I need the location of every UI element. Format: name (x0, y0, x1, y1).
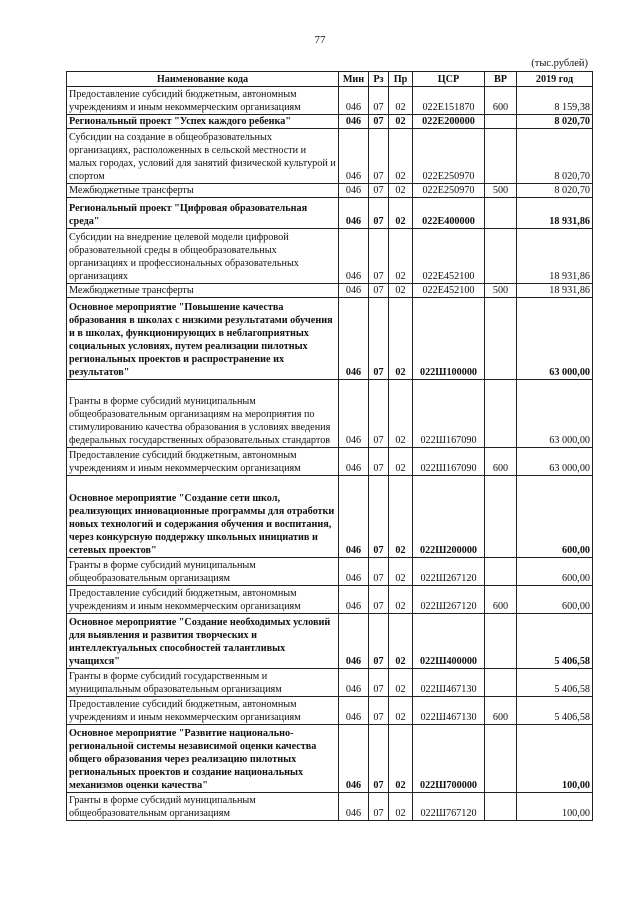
cell-sum: 600,00 (517, 586, 593, 614)
cell-rz: 07 (369, 380, 389, 448)
cell-pr: 02 (389, 198, 413, 229)
cell-sum: 100,00 (517, 793, 593, 821)
cell-min: 046 (339, 115, 369, 129)
cell-pr: 02 (389, 669, 413, 697)
cell-csr: 022Ш100000 (413, 298, 485, 380)
table-row (67, 476, 593, 558)
cell-min: 046 (339, 558, 369, 586)
cell-min: 046 (339, 198, 369, 229)
cell-name: Гранты в форме субсидий государственным и муниципальным образовательным организациям (67, 669, 339, 697)
cell-name: Региональный проект "Цифровая образовательная среда" (67, 198, 339, 229)
cell-rz: 07 (369, 793, 389, 821)
cell-sum: 63 000,00 (517, 448, 593, 476)
cell-min: 046 (339, 87, 369, 115)
cell-pr: 02 (389, 558, 413, 586)
cell-min: 046 (339, 284, 369, 298)
cell-rz: 07 (369, 697, 389, 725)
page-number: 77 (314, 34, 326, 46)
cell-sum: 18 931,86 (517, 198, 593, 229)
table-row (67, 793, 593, 821)
cell-vr: 500 (485, 284, 517, 298)
table-row (67, 198, 593, 229)
cell-pr: 02 (389, 725, 413, 793)
cell-csr: 022Ш167090 (413, 448, 485, 476)
cell-csr: 022Ш200000 (413, 476, 485, 558)
table-row (67, 229, 593, 284)
cell-pr: 02 (389, 793, 413, 821)
cell-name: Основное мероприятие "Создание сети школ, реализующих инновационные программы для отработки новых технологий и содержания обучения и воспитания, через конкурсную поддержку школьных инициатив и сетевых проектов" (67, 476, 339, 558)
table-row (67, 284, 593, 298)
cell-vr: 600 (485, 87, 517, 115)
cell-sum: 100,00 (517, 725, 593, 793)
cell-pr: 02 (389, 476, 413, 558)
cell-pr: 02 (389, 229, 413, 284)
cell-vr (485, 669, 517, 697)
cell-vr (485, 115, 517, 129)
header-csr: ЦСР (413, 72, 485, 87)
cell-min: 046 (339, 298, 369, 380)
cell-vr: 500 (485, 184, 517, 198)
cell-sum: 18 931,86 (517, 284, 593, 298)
cell-csr: 022Ш267120 (413, 558, 485, 586)
table-row (67, 298, 593, 380)
cell-name: Гранты в форме субсидий муниципальным общеобразовательным организациям (67, 793, 339, 821)
table-row (67, 669, 593, 697)
cell-vr: 600 (485, 586, 517, 614)
header-vr: ВР (485, 72, 517, 87)
cell-rz: 07 (369, 586, 389, 614)
units-label: (тыс.рублей) (531, 58, 588, 69)
cell-rz: 07 (369, 298, 389, 380)
cell-sum: 18 931,86 (517, 229, 593, 284)
cell-pr: 02 (389, 586, 413, 614)
cell-pr: 02 (389, 298, 413, 380)
cell-pr: 02 (389, 129, 413, 184)
cell-csr: 022Ш167090 (413, 380, 485, 448)
cell-vr (485, 298, 517, 380)
cell-name: Субсидии на создание в общеобразовательных организациях, расположенных в сельской местности и малых городах, условий для занятий физической культурой и спортом (67, 129, 339, 184)
cell-sum: 8 020,70 (517, 129, 593, 184)
cell-name: Гранты в форме субсидий муниципальным общеобразовательным организациям на мероприятия по стимулированию качества образования в условиях введения федеральных государственных образовательных стандартов (67, 380, 339, 448)
cell-sum: 63 000,00 (517, 298, 593, 380)
cell-csr: 022Е452100 (413, 229, 485, 284)
header-name: Наименование кода (67, 72, 339, 87)
cell-vr: 600 (485, 448, 517, 476)
cell-vr (485, 558, 517, 586)
cell-rz: 07 (369, 448, 389, 476)
cell-rz: 07 (369, 725, 389, 793)
cell-pr: 02 (389, 448, 413, 476)
cell-sum: 5 406,58 (517, 614, 593, 669)
cell-min: 046 (339, 129, 369, 184)
cell-csr: 022Ш267120 (413, 586, 485, 614)
cell-rz: 07 (369, 476, 389, 558)
cell-name: Предоставление субсидий бюджетным, автономным учреждениям и иным некоммерческим организациям (67, 87, 339, 115)
cell-rz: 07 (369, 184, 389, 198)
cell-min: 046 (339, 697, 369, 725)
cell-min: 046 (339, 725, 369, 793)
cell-sum: 63 000,00 (517, 380, 593, 448)
cell-sum: 8 020,70 (517, 115, 593, 129)
cell-csr: 022Е452100 (413, 284, 485, 298)
table-row (67, 115, 593, 129)
cell-name: Предоставление субсидий бюджетным, автономным учреждениям и иным некоммерческим организациям (67, 586, 339, 614)
cell-csr: 022Ш467130 (413, 669, 485, 697)
table-row (67, 558, 593, 586)
header-pr: Пр (389, 72, 413, 87)
cell-min: 046 (339, 586, 369, 614)
table-row (67, 725, 593, 793)
table-row (67, 129, 593, 184)
cell-rz: 07 (369, 669, 389, 697)
cell-min: 046 (339, 229, 369, 284)
cell-sum: 8 020,70 (517, 184, 593, 198)
cell-name: Региональный проект "Успех каждого ребенка" (67, 115, 339, 129)
cell-csr: 022Е151870 (413, 87, 485, 115)
cell-min: 046 (339, 793, 369, 821)
cell-min: 046 (339, 614, 369, 669)
cell-vr (485, 614, 517, 669)
cell-sum: 600,00 (517, 476, 593, 558)
cell-name: Предоставление субсидий бюджетным, автономным учреждениям и иным некоммерческим организациям (67, 697, 339, 725)
table-row (67, 380, 593, 448)
cell-rz: 07 (369, 115, 389, 129)
cell-vr: 600 (485, 697, 517, 725)
cell-csr: 022Е200000 (413, 115, 485, 129)
cell-pr: 02 (389, 614, 413, 669)
header-rz: Рз (369, 72, 389, 87)
cell-vr (485, 129, 517, 184)
table-row (67, 87, 593, 115)
cell-min: 046 (339, 184, 369, 198)
cell-rz: 07 (369, 558, 389, 586)
cell-csr: 022Ш467130 (413, 697, 485, 725)
cell-sum: 8 159,38 (517, 87, 593, 115)
cell-vr (485, 380, 517, 448)
cell-vr (485, 725, 517, 793)
table-header-row (67, 72, 593, 87)
cell-name: Основное мероприятие "Создание необходимых условий для выявления и развития творческих и интеллектуальных способностей талантливых учащихся" (67, 614, 339, 669)
cell-pr: 02 (389, 697, 413, 725)
table-row (67, 697, 593, 725)
cell-rz: 07 (369, 284, 389, 298)
cell-name: Субсидии на внедрение целевой модели цифровой образовательной среды в общеобразовательных организациях и профессиональных образовательных организациях (67, 229, 339, 284)
cell-name: Межбюджетные трансферты (67, 284, 339, 298)
cell-name: Межбюджетные трансферты (67, 184, 339, 198)
cell-csr: 022Ш767120 (413, 793, 485, 821)
cell-rz: 07 (369, 129, 389, 184)
cell-name: Гранты в форме субсидий муниципальным общеобразовательным организациям (67, 558, 339, 586)
cell-pr: 02 (389, 380, 413, 448)
cell-name: Основное мероприятие "Развитие национально-региональной системы независимой оценки качества общего образования через реализацию пилотных региональных проектов и создание национальных механизмов оценки качества" (67, 725, 339, 793)
cell-csr: 022Ш400000 (413, 614, 485, 669)
cell-pr: 02 (389, 115, 413, 129)
cell-rz: 07 (369, 87, 389, 115)
cell-csr: 022Е250970 (413, 184, 485, 198)
cell-vr (485, 198, 517, 229)
header-min: Мин (339, 72, 369, 87)
cell-rz: 07 (369, 198, 389, 229)
cell-vr (485, 229, 517, 284)
cell-vr (485, 476, 517, 558)
table-row (67, 614, 593, 669)
cell-min: 046 (339, 476, 369, 558)
budget-table (66, 71, 593, 821)
cell-vr (485, 793, 517, 821)
table-row (67, 448, 593, 476)
cell-min: 046 (339, 380, 369, 448)
cell-csr: 022Е250970 (413, 129, 485, 184)
table-row (67, 184, 593, 198)
cell-min: 046 (339, 669, 369, 697)
cell-sum: 5 406,58 (517, 697, 593, 725)
cell-name: Основное мероприятие "Повышение качества образования в школах с низкими результатами обучения и в школах, функционирующих в неблагоприятных социальных условиях, путем реализации пилотных региональных проектов и распространение их результатов" (67, 298, 339, 380)
cell-csr: 022Ш700000 (413, 725, 485, 793)
header-year: 2019 год (517, 72, 593, 87)
cell-sum: 5 406,58 (517, 669, 593, 697)
cell-rz: 07 (369, 614, 389, 669)
cell-min: 046 (339, 448, 369, 476)
cell-rz: 07 (369, 229, 389, 284)
cell-name: Предоставление субсидий бюджетным, автономным учреждениям и иным некоммерческим организациям (67, 448, 339, 476)
cell-csr: 022Е400000 (413, 198, 485, 229)
cell-pr: 02 (389, 87, 413, 115)
cell-pr: 02 (389, 184, 413, 198)
table-row (67, 586, 593, 614)
cell-pr: 02 (389, 284, 413, 298)
cell-sum: 600,00 (517, 558, 593, 586)
